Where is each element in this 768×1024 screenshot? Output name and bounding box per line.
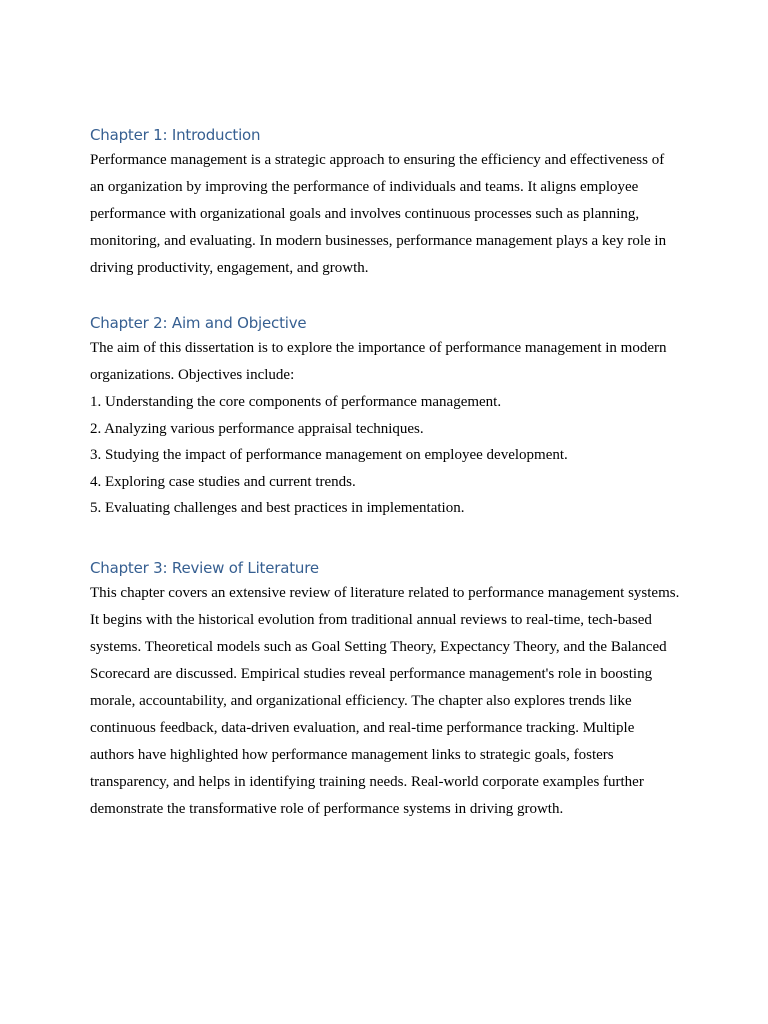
chapter-3 bbox=[90, 556, 682, 823]
document-content bbox=[90, 123, 682, 823]
list-item: 5. Evaluating challenges and best practices in implementation. bbox=[90, 500, 465, 516]
list-item: 2. Analyzing various performance appraisal techniques. bbox=[90, 420, 424, 437]
list-item: 3. Studying the impact of performance management on employee development. bbox=[90, 447, 568, 463]
chapter-paragraph: Performance management is a strategic approach to ensuring the efficiency and effectiveness of an organization by improving the performance of individuals and teams. It aligns employee performance with organizational goals and involves continuous processes such as planning, monitoring, and evaluating. In modern businesses, performance management plays a key role in driving productivity, engagement, and growth. bbox=[90, 152, 667, 276]
chapter-paragraph: This chapter covers an extensive review of literature related to performance management systems. It begins with the historical evolution from traditional annual reviews to real-time, tech-based systems. Theoretical models such as Goal Setting Theory, Expectancy Theory, and the Balanced Scorecard are discussed. Empirical studies reveal performance management's role in boosting morale, accountability, and organizational efficiency. The chapter also explores trends like continuous feedback, data-driven evaluation, and real-time performance tracking. Multiple authors have highlighted how performance management links to strategic goals, fosters transparency, and helps in identifying training needs. Real-world corporate examples further demonstrate the transformative role of performance systems in driving growth. bbox=[90, 584, 680, 817]
list-item: 4. Exploring case studies and current trends. bbox=[90, 473, 356, 490]
list-item: 1. Understanding the core components of performance management. bbox=[90, 394, 502, 410]
chapter-heading: Chapter 2: Aim and Objective bbox=[90, 314, 307, 332]
chapter-1 bbox=[90, 123, 682, 282]
chapter-paragraph: The aim of this dissertation is to explore the importance of performance management in modern organizations. Objectives include: bbox=[90, 340, 667, 383]
objectives-list bbox=[90, 389, 682, 522]
chapter-2 bbox=[90, 311, 682, 522]
chapter-heading: Chapter 3: Review of Literature bbox=[90, 558, 319, 577]
chapter-heading: Chapter 1: Introduction bbox=[90, 126, 261, 144]
